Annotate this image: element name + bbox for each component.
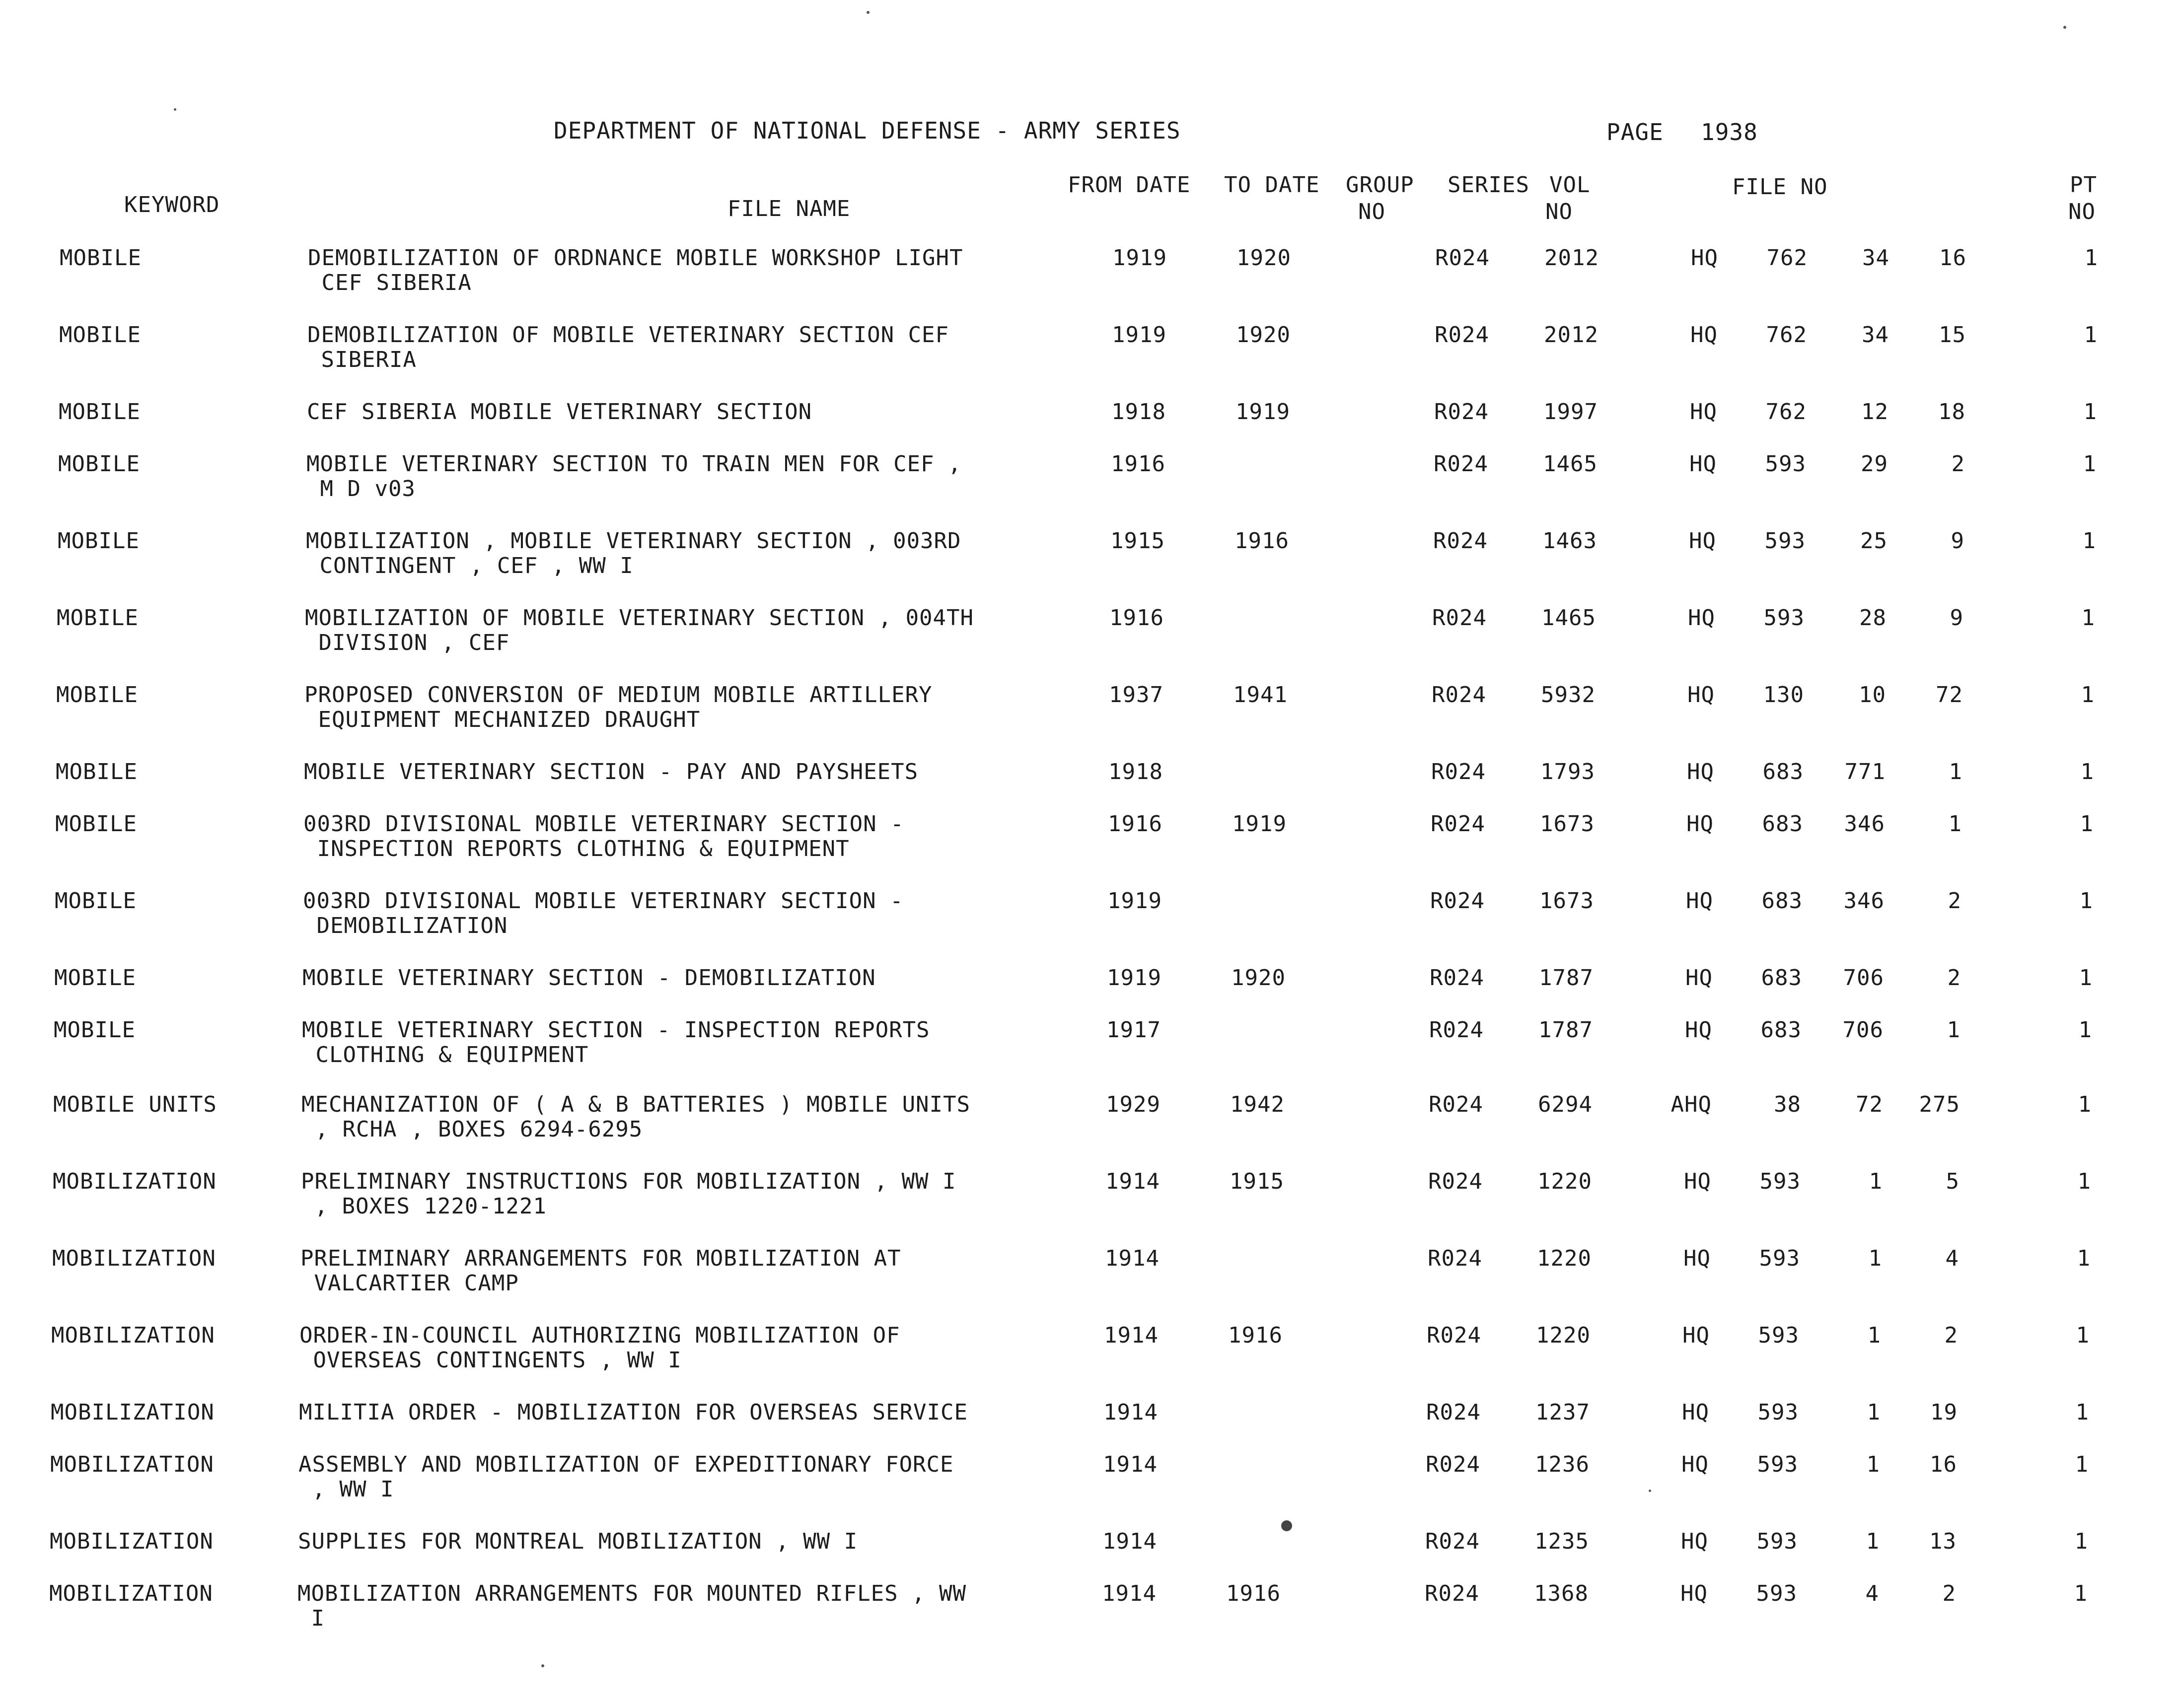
- series-cell: R024: [1432, 682, 1486, 708]
- to-date-cell: 1919: [1232, 811, 1287, 837]
- to-date-cell: 1919: [1236, 399, 1290, 425]
- file-no-prefix-cell: HQ: [1686, 811, 1714, 837]
- from-date-cell: 1916: [1111, 451, 1165, 477]
- from-date-cell: 1914: [1104, 1323, 1159, 1348]
- file-no-part-2-cell: 34: [1862, 322, 1889, 348]
- series-cell: R024: [1429, 1092, 1483, 1117]
- file-no-part-2-cell: 29: [1861, 451, 1888, 477]
- from-date-cell: 1918: [1108, 759, 1163, 784]
- file-no-part-1-cell: 593: [1759, 1169, 1801, 1194]
- file-no-part-2-cell: 1: [1867, 1400, 1881, 1425]
- file-no-part-2-cell: 346: [1844, 811, 1885, 837]
- from-date-cell: 1916: [1108, 811, 1163, 837]
- file-name-line-1: ORDER-IN-COUNCIL AUTHORIZING MOBILIZATION OF: [299, 1323, 900, 1348]
- col-group-no: GROUP: [1346, 172, 1414, 198]
- keyword-cell: MOBILE: [56, 759, 138, 784]
- series-cell: R024: [1435, 322, 1489, 348]
- file-no-part-2-cell: 10: [1859, 682, 1886, 708]
- vol-no-cell: 1997: [1543, 399, 1598, 425]
- file-no-part-3-cell: 1: [1947, 1017, 1961, 1043]
- pt-no-cell: 1: [2084, 245, 2098, 271]
- keyword-cell: MOBILIZATION: [53, 1169, 217, 1194]
- file-name-line-1: MOBILE VETERINARY SECTION TO TRAIN MEN FOR CEF ,: [306, 451, 962, 477]
- file-name-line-1: 003RD DIVISIONAL MOBILE VETERINARY SECTION -: [303, 888, 904, 914]
- vol-no-cell: 1220: [1537, 1246, 1592, 1271]
- file-name-line-2: VALCARTIER CAMP: [300, 1271, 519, 1296]
- col-group-no-2: NO: [1358, 199, 1385, 224]
- file-no-part-1-cell: 593: [1756, 1581, 1797, 1606]
- file-no-prefix-cell: HQ: [1681, 1452, 1709, 1477]
- vol-no-cell: 1465: [1541, 605, 1596, 631]
- from-date-cell: 1914: [1102, 1529, 1157, 1554]
- pt-no-cell: 1: [2080, 811, 2094, 837]
- file-name-line-2: DEMOBILIZATION: [303, 913, 508, 938]
- file-no-part-1-cell: 593: [1757, 1400, 1799, 1425]
- file-no-part-3-cell: 275: [1919, 1092, 1960, 1117]
- file-name-line-1: DEMOBILIZATION OF ORDNANCE MOBILE WORKSHOP LIGHT: [308, 245, 963, 271]
- series-cell: R024: [1430, 965, 1484, 991]
- file-no-part-1-cell: 683: [1762, 811, 1803, 837]
- keyword-cell: MOBILE UNITS: [53, 1092, 217, 1117]
- pt-no-cell: 1: [2075, 1452, 2089, 1477]
- file-no-part-2-cell: 706: [1843, 965, 1884, 991]
- from-date-cell: 1915: [1110, 528, 1165, 554]
- keyword-cell: MOBILE: [54, 1017, 136, 1043]
- from-date-cell: 1929: [1106, 1092, 1161, 1117]
- pt-no-cell: 1: [2075, 1400, 2089, 1425]
- file-no-part-3-cell: 18: [1938, 399, 1965, 425]
- file-no-part-1-cell: 593: [1757, 1452, 1798, 1477]
- file-no-part-2-cell: 72: [1856, 1092, 1883, 1117]
- from-date-cell: 1914: [1105, 1246, 1160, 1271]
- col-pt-no: PT: [2070, 172, 2097, 198]
- keyword-cell: MOBILE: [58, 528, 140, 554]
- keyword-cell: MOBILE: [59, 399, 141, 425]
- from-date-cell: 1916: [1109, 605, 1164, 631]
- file-no-part-2-cell: 1: [1866, 1452, 1880, 1477]
- file-name-line-1: MOBILE VETERINARY SECTION - INSPECTION REPORTS: [302, 1017, 930, 1043]
- scan-speck: [2063, 26, 2066, 29]
- vol-no-cell: 1673: [1540, 811, 1595, 837]
- file-no-prefix-cell: HQ: [1689, 451, 1717, 477]
- from-date-cell: 1914: [1103, 1400, 1158, 1425]
- file-name-line-1: CEF SIBERIA MOBILE VETERINARY SECTION: [307, 399, 812, 425]
- vol-no-cell: 1787: [1539, 965, 1594, 991]
- series-cell: R024: [1435, 245, 1490, 271]
- pt-no-cell: 1: [2078, 1017, 2092, 1043]
- file-name-line-2: M D v03: [306, 476, 416, 501]
- pt-no-cell: 1: [2074, 1529, 2088, 1554]
- file-no-part-2-cell: 25: [1860, 528, 1888, 554]
- keyword-cell: MOBILE: [55, 811, 137, 837]
- to-date-cell: 1915: [1230, 1169, 1284, 1194]
- file-no-prefix-cell: HQ: [1686, 888, 1713, 914]
- vol-no-cell: 1235: [1534, 1529, 1589, 1554]
- file-no-part-2-cell: 1: [1869, 1169, 1883, 1194]
- vol-no-cell: 1237: [1535, 1400, 1590, 1425]
- file-no-prefix-cell: HQ: [1681, 1529, 1708, 1554]
- file-name-line-1: PRELIMINARY ARRANGEMENTS FOR MOBILIZATION AT: [300, 1246, 901, 1271]
- file-name-line-2: I: [297, 1606, 325, 1631]
- file-name-line-2: CLOTHING & EQUIPMENT: [302, 1042, 589, 1068]
- file-no-prefix-cell: HQ: [1680, 1581, 1708, 1606]
- file-no-prefix-cell: HQ: [1687, 759, 1714, 784]
- col-from-date: FROM DATE: [1068, 172, 1191, 198]
- keyword-cell: MOBILE: [60, 245, 142, 271]
- file-no-part-3-cell: 2: [1942, 1581, 1956, 1606]
- vol-no-cell: 1787: [1538, 1017, 1593, 1043]
- series-cell: R024: [1431, 811, 1485, 837]
- file-name-line-2: , WW I: [298, 1477, 394, 1502]
- col-vol-no: VOL: [1549, 172, 1591, 198]
- vol-no-cell: 2012: [1544, 322, 1599, 348]
- keyword-cell: MOBILE: [56, 682, 138, 708]
- file-name-line-2: SIBERIA: [307, 347, 417, 372]
- file-no-prefix-cell: HQ: [1683, 1246, 1711, 1271]
- col-pt-no-2: NO: [2068, 199, 2096, 224]
- pt-no-cell: 1: [2084, 322, 2098, 348]
- file-no-part-3-cell: 19: [1930, 1400, 1958, 1425]
- vol-no-cell: 1220: [1536, 1323, 1591, 1348]
- file-no-prefix-cell: HQ: [1691, 245, 1718, 271]
- file-no-prefix-cell: HQ: [1690, 322, 1718, 348]
- file-name-line-2: INSPECTION REPORTS CLOTHING & EQUIPMENT: [303, 836, 850, 861]
- file-name-line-1: MOBILIZATION OF MOBILE VETERINARY SECTION , 004TH: [305, 605, 974, 631]
- file-no-part-2-cell: 4: [1865, 1581, 1879, 1606]
- file-name-line-2: DIVISION , CEF: [305, 630, 510, 655]
- pt-no-cell: 1: [2077, 1169, 2091, 1194]
- file-name-line-1: MOBILIZATION , MOBILE VETERINARY SECTION , 003RD: [306, 528, 961, 554]
- file-name-line-1: PROPOSED CONVERSION OF MEDIUM MOBILE ARTILLERY: [304, 682, 933, 708]
- vol-no-cell: 2012: [1544, 245, 1599, 271]
- file-no-part-1-cell: 683: [1761, 888, 1803, 914]
- page-number: 1938: [1701, 119, 1758, 145]
- file-no-part-2-cell: 346: [1843, 888, 1885, 914]
- vol-no-cell: 1463: [1542, 528, 1597, 554]
- vol-no-cell: 1368: [1534, 1581, 1589, 1606]
- file-no-part-2-cell: 706: [1842, 1017, 1884, 1043]
- to-date-cell: 1942: [1230, 1092, 1285, 1117]
- col-file-name: FILE NAME: [727, 196, 851, 221]
- vol-no-cell: 1673: [1539, 888, 1594, 914]
- file-no-part-3-cell: 2: [1951, 451, 1965, 477]
- pt-no-cell: 1: [2077, 1246, 2091, 1271]
- scan-speck: [541, 1664, 544, 1667]
- series-cell: R024: [1429, 1017, 1484, 1043]
- file-name-line-1: MOBILIZATION ARRANGEMENTS FOR MOUNTED RIFLES , WW: [297, 1581, 967, 1606]
- document-title: DEPARTMENT OF NATIONAL DEFENSE - ARMY SERIES: [554, 117, 1181, 144]
- pt-no-cell: 1: [2082, 528, 2096, 554]
- to-date-cell: 1920: [1231, 965, 1286, 991]
- file-no-part-3-cell: 9: [1951, 528, 1964, 554]
- file-no-part-1-cell: 762: [1766, 245, 1808, 271]
- file-no-part-2-cell: 12: [1861, 399, 1889, 425]
- from-date-cell: 1914: [1105, 1169, 1160, 1194]
- file-no-part-1-cell: 130: [1763, 682, 1804, 708]
- pt-no-cell: 1: [2080, 759, 2094, 784]
- file-no-part-1-cell: 683: [1760, 1017, 1802, 1043]
- file-name-line-1: MOBILE VETERINARY SECTION - DEMOBILIZATION: [302, 965, 876, 991]
- file-name-line-1: PRELIMINARY INSTRUCTIONS FOR MOBILIZATION , WW I: [301, 1169, 956, 1194]
- series-cell: R024: [1432, 605, 1487, 631]
- file-no-part-1-cell: 762: [1765, 399, 1807, 425]
- pt-no-cell: 1: [2079, 888, 2093, 914]
- keyword-cell: MOBILE: [55, 888, 137, 914]
- file-no-part-1-cell: 593: [1763, 605, 1805, 631]
- series-cell: R024: [1426, 1452, 1480, 1477]
- series-cell: R024: [1428, 1246, 1482, 1271]
- file-no-part-3-cell: 13: [1929, 1529, 1957, 1554]
- file-no-part-2-cell: 34: [1862, 245, 1890, 271]
- to-date-cell: 1916: [1226, 1581, 1281, 1606]
- from-date-cell: 1919: [1112, 322, 1166, 348]
- file-no-part-2-cell: 28: [1859, 605, 1887, 631]
- file-no-part-3-cell: 72: [1936, 682, 1963, 708]
- keyword-cell: MOBILIZATION: [51, 1400, 215, 1425]
- file-name-line-1: DEMOBILIZATION OF MOBILE VETERINARY SECTION CEF: [307, 322, 949, 348]
- series-cell: R024: [1433, 528, 1488, 554]
- file-no-part-1-cell: 593: [1764, 528, 1806, 554]
- file-name-line-1: ASSEMBLY AND MOBILIZATION OF EXPEDITIONARY FORCE: [298, 1452, 954, 1477]
- file-name-line-2: EQUIPMENT MECHANIZED DRAUGHT: [304, 707, 701, 732]
- file-no-part-3-cell: 2: [1947, 965, 1961, 991]
- file-no-part-1-cell: 683: [1762, 759, 1804, 784]
- from-date-cell: 1919: [1107, 965, 1162, 991]
- file-name-line-2: CEF SIBERIA: [308, 270, 472, 295]
- page-label: PAGE: [1606, 119, 1664, 145]
- scan-speck: [174, 108, 176, 111]
- keyword-cell: MOBILE: [59, 322, 141, 348]
- file-name-line-2: , BOXES 1220-1221: [301, 1194, 547, 1219]
- keyword-cell: MOBILIZATION: [52, 1246, 216, 1271]
- file-no-part-2-cell: 1: [1867, 1323, 1881, 1348]
- file-no-part-3-cell: 1: [1949, 759, 1963, 784]
- file-no-part-3-cell: 2: [1948, 888, 1962, 914]
- pt-no-cell: 1: [2083, 451, 2097, 477]
- keyword-cell: MOBILIZATION: [50, 1529, 214, 1554]
- file-name-line-1: MECHANIZATION OF ( A & B BATTERIES ) MOBILE UNITS: [301, 1092, 971, 1117]
- file-no-part-1-cell: 593: [1758, 1323, 1799, 1348]
- series-cell: R024: [1425, 1529, 1480, 1554]
- pt-no-cell: 1: [2078, 1092, 2092, 1117]
- file-no-part-3-cell: 4: [1945, 1246, 1959, 1271]
- to-date-cell: 1941: [1233, 682, 1288, 708]
- file-no-prefix-cell: HQ: [1682, 1400, 1709, 1425]
- file-no-part-1-cell: 593: [1759, 1246, 1800, 1271]
- file-no-part-3-cell: 15: [1939, 322, 1966, 348]
- series-cell: R024: [1425, 1581, 1479, 1606]
- col-keyword: KEYWORD: [124, 192, 220, 217]
- from-date-cell: 1917: [1106, 1017, 1161, 1043]
- to-date-cell: 1916: [1235, 528, 1289, 554]
- vol-no-cell: 1220: [1537, 1169, 1592, 1194]
- from-date-cell: 1914: [1103, 1452, 1158, 1477]
- vol-no-cell: 1465: [1543, 451, 1598, 477]
- file-no-part-3-cell: 16: [1930, 1452, 1957, 1477]
- file-no-prefix-cell: HQ: [1684, 1169, 1711, 1194]
- keyword-cell: MOBILE: [58, 451, 140, 477]
- file-no-part-1-cell: 593: [1765, 451, 1806, 477]
- col-vol-no-2: NO: [1545, 199, 1573, 224]
- pt-no-cell: 1: [2081, 605, 2095, 631]
- file-no-prefix-cell: HQ: [1685, 1017, 1712, 1043]
- pt-no-cell: 1: [2076, 1323, 2090, 1348]
- col-file-no: FILE NO: [1732, 174, 1828, 200]
- file-no-part-3-cell: 1: [1948, 811, 1962, 837]
- file-name-line-2: , RCHA , BOXES 6294-6295: [301, 1117, 643, 1142]
- file-no-part-3-cell: 5: [1946, 1169, 1960, 1194]
- keyword-cell: MOBILE: [57, 605, 139, 631]
- file-no-prefix-cell: HQ: [1685, 965, 1713, 991]
- vol-no-cell: 1236: [1535, 1452, 1590, 1477]
- file-name-line-1: SUPPLIES FOR MONTREAL MOBILIZATION , WW I: [298, 1529, 858, 1554]
- to-date-cell: 1920: [1236, 322, 1291, 348]
- pt-no-cell: 1: [2081, 682, 2095, 708]
- file-no-prefix-cell: HQ: [1687, 682, 1715, 708]
- file-no-prefix-cell: HQ: [1682, 1323, 1710, 1348]
- file-name-line-1: MOBILE VETERINARY SECTION - PAY AND PAYSHEETS: [304, 759, 919, 784]
- from-date-cell: 1937: [1109, 682, 1163, 708]
- file-name-line-2: OVERSEAS CONTINGENTS , WW I: [299, 1348, 682, 1373]
- pt-no-cell: 1: [2079, 965, 2093, 991]
- series-cell: R024: [1434, 451, 1488, 477]
- from-date-cell: 1914: [1102, 1581, 1157, 1606]
- file-name-line-1: 003RD DIVISIONAL MOBILE VETERINARY SECTION -: [303, 811, 904, 837]
- file-no-prefix-cell: HQ: [1689, 528, 1716, 554]
- file-no-part-3-cell: 16: [1939, 245, 1966, 271]
- file-no-part-1-cell: 762: [1766, 322, 1807, 348]
- to-date-cell: 1916: [1228, 1323, 1283, 1348]
- col-to-date: TO DATE: [1224, 172, 1320, 198]
- file-no-part-2-cell: 771: [1844, 759, 1886, 784]
- file-name-line-1: MILITIA ORDER - MOBILIZATION FOR OVERSEAS SERVICE: [299, 1400, 968, 1425]
- series-cell: R024: [1427, 1323, 1481, 1348]
- file-no-prefix-cell: HQ: [1690, 399, 1717, 425]
- file-no-part-1-cell: 683: [1761, 965, 1802, 991]
- to-date-cell: 1920: [1236, 245, 1291, 271]
- from-date-cell: 1919: [1107, 888, 1162, 914]
- scan-speck: [1281, 1520, 1292, 1531]
- series-cell: R024: [1428, 1169, 1483, 1194]
- series-cell: R024: [1434, 399, 1489, 425]
- vol-no-cell: 5932: [1541, 682, 1596, 708]
- vol-no-cell: 1793: [1540, 759, 1595, 784]
- series-cell: R024: [1430, 888, 1485, 914]
- keyword-cell: MOBILIZATION: [49, 1581, 213, 1606]
- pt-no-cell: 1: [2074, 1581, 2088, 1606]
- series-cell: R024: [1426, 1400, 1481, 1425]
- file-no-part-3-cell: 9: [1950, 605, 1963, 631]
- scan-speck: [1649, 1490, 1651, 1492]
- file-no-prefix-cell: HQ: [1688, 605, 1715, 631]
- scan-speck: [867, 11, 870, 14]
- file-no-part-1-cell: 593: [1756, 1529, 1798, 1554]
- from-date-cell: 1919: [1112, 245, 1167, 271]
- file-no-part-1-cell: 38: [1774, 1092, 1801, 1117]
- file-name-line-2: CONTINGENT , CEF , WW I: [306, 553, 634, 578]
- file-no-part-2-cell: 1: [1866, 1529, 1880, 1554]
- keyword-cell: MOBILIZATION: [51, 1323, 215, 1348]
- col-series: SERIES: [1448, 172, 1529, 198]
- pt-no-cell: 1: [2083, 399, 2097, 425]
- file-no-part-3-cell: 2: [1944, 1323, 1958, 1348]
- series-cell: R024: [1431, 759, 1486, 784]
- from-date-cell: 1918: [1111, 399, 1166, 425]
- file-no-prefix-cell: AHQ: [1671, 1092, 1712, 1117]
- vol-no-cell: 6294: [1538, 1092, 1593, 1117]
- keyword-cell: MOBILIZATION: [50, 1452, 214, 1477]
- file-no-part-2-cell: 1: [1868, 1246, 1882, 1271]
- keyword-cell: MOBILE: [54, 965, 136, 991]
